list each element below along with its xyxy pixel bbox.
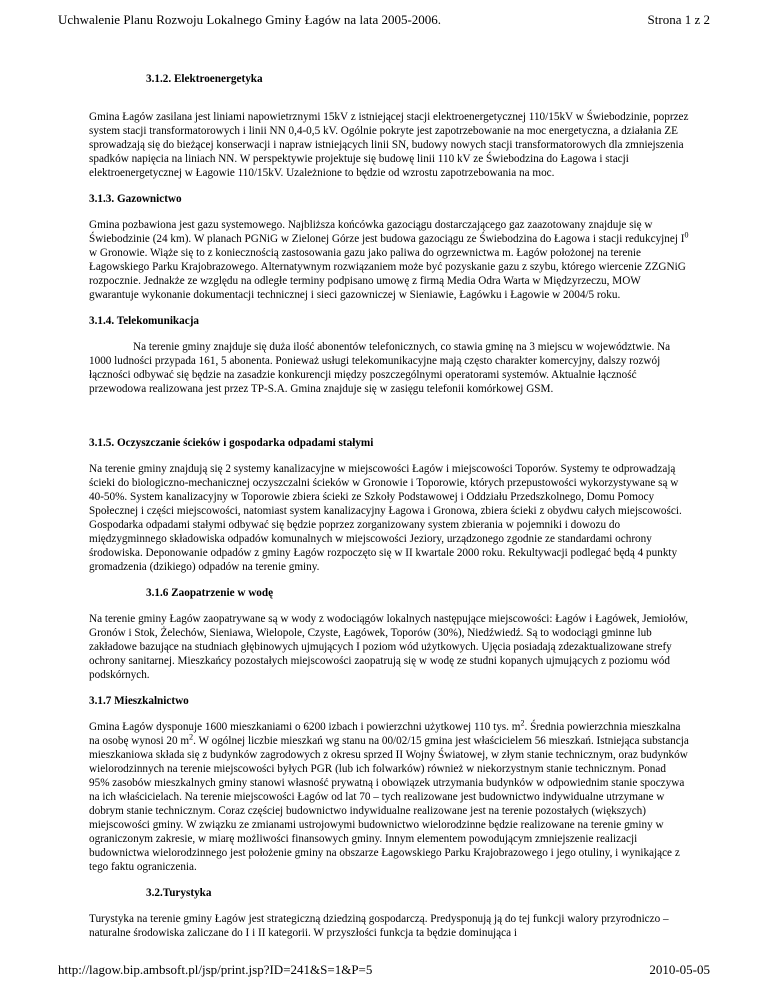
document-body (89, 72, 689, 940)
paragraph-woda: Na terenie gminy Łagów zaopatrywane są w wody z wodociągów lokalnych następujące miejscowości: Łagów i Łagówek, Jemiołów, Gronów i Stok, Żelechów, Sieniawa, Wielopole, Czyste, Łagówek, Toporów (30%), Niedźwiedź. Są to wodociągi gminne lub zakładowe bazujące na studniach głębinowych ujmujących I poziom wód użytkowych. Ujęcia posiadają zdezaktualizowane strefy ochrony sanitarnej. Mieszkańcy pozostałych miejscowości zaopatrują się w wodę ze studni kopanych ujmujących z poziomu wód podskórnych. (89, 613, 688, 681)
page-footer (0, 962, 768, 978)
section-heading-turystyka: 3.2.Turystyka (146, 887, 212, 899)
section-heading-mieszkalnictwo: 3.1.7 Mieszkalnictwo (89, 695, 189, 707)
document-title: Uchwalenie Planu Rozwoju Lokalnego Gminy Łagów na lata 2005-2006. (58, 12, 442, 27)
paragraph-mieszkalnictwo: Gmina Łagów dysponuje 1600 mieszkaniami o 6200 izbach i powierzchni użytkowej 110 tys. $m^2$. Średnia powierzchnia mieszkalna na osobę wynosi 20 $m^2$. W ogólnej liczbie mieszkań wg stanu na 00/02/15 gmina jest właścicielem 56 mieszkań. Istniejąca substancja mieszkaniowa składa się z budynków zagrodowych z okresu sprzed II Wojny Światowej, w złym stanie technicznym, oraz budynków wielorodzinnych na terenie miejscowości byłych PGR (lub ich folwarków) również w niekorzystnym stanie technicznym. Ponad 95% zasobów mieszkalnych gminy stanowi własność prywatną i obowiązek utrzymania budynków w odpowiednim stanie spoczywa na ich właścicielach. Na terenie miejscowości Łagów od lat 70 – tych realizowane jest budownictwo indywidualne utrzymane w dobrym stanie technicznym. Coraz częściej budownictwo indywidualne realizowane jest na terenie pozostałych (większych) miejscowości gminy. W związku ze zmianami ustrojowymi budownictwo wielorodzinne będzie realizowane na terenie gminy w ograniczonym zakresie, w miarę możliwości finansowych gminy. Innym elementem powodującym zmniejszenie realizacji budownictwa wielorodzinnego jest położenie gminy na obszarze Łagowskiego Parku Krajobrazowego i jego otuliny, i wynikające z tego faktu ograniczenia. (89, 718, 689, 873)
section-heading-telekomunikacja: 3.1.4. Telekomunikacja (89, 315, 200, 327)
section-heading-scieki: 3.1.5. Oczyszczanie ścieków i gospodarka odpadami stałymi (89, 437, 374, 449)
section-heading-elektroenergetyka: 3.1.2. Elektroenergetyka (146, 73, 263, 85)
page-number: Strona 1 z 2 (647, 12, 710, 27)
paragraph-turystyka: Turystyka na terenie gminy Łagów jest strategiczną dziedziną gospodarczą. Predysponują ją do tej funkcji walory przyrodniczo – naturalne środowiska zaliczane do I i II kategorii. W przyszłości funkcja ta będzie dominująca i (89, 913, 669, 939)
page-url: http://lagow.bip.ambsoft.pl/jsp/print.jsp?ID=241&S=1&P=5 (58, 962, 373, 977)
paragraph-gazownictwo: Gmina pozbawiona jest gazu systemowego. Najbliższa końcówka gazociągu dostarczającego gaz zaazotowany znajduje się w Świebodzinie (24 km). W planach PGNiG w Zielonej Górze jest budowa gazociągu ze Świebodzina do Łagowa i stacji redukcyjnej $I^0$ w Gronowie. Wiąże się to z koniecznością zastosowania gazu jako paliwa do ogrzewnictwa m. Łagów położonej na terenie Łagowskiego Parku Krajobrazowego. Alternatywnym rozwiązaniem może być pozyskanie gazu z szybu, którego wiercenie ZZGNiG rozpocznie. Jednakże ze względu na odległe terminy podpisano umowę z firmą Media Odra Warta w Międzyrzeczu, MOW gwarantuje wykonanie dokumentacji technicznej i sieci gazowniczej w Sieniawie, Łagówku i Łagowie w 2004/5 roku. (89, 219, 689, 301)
section-heading-gazownictwo: 3.1.3. Gazownictwo (89, 193, 182, 205)
paragraph-elektroenergetyka: Gmina Łagów zasilana jest liniami napowietrznymi 15kV z istniejącej stacji elektroenergetycznej 110/15kV w Świebodzinie, poprzez system stacji transformatorowych i linii NN 0,4-0,5 kV. Ogólnie pokryte jest zapotrzebowanie na moc energetyczna, a działania ZE sprowadzają się do bieżącej konserwacji i napraw istniejących linii SN, budowy nowych stacji transformatorowych dla zmniejszenia spadków napięcia na liniach NN. W perspektywie projektuje się budowę linii 110 kV ze Świebodzina do Łagowa i stacji elektroenergetycznej w Łagowie 110/15kV. Uzależnione to będzie od wzrostu zapotrzebowania na moc. (89, 111, 689, 179)
paragraph-telekomunikacja: Na terenie gminy znajduje się duża ilość abonentów telefonicznych, co stawia gminę na 3 miejscu w województwie. Na 1000 ludności przypada 161, 5 abonenta. Ponieważ usługi telekomunikacyjne mają często charakter komercyjny, dalszy rozwój łączności odbywać się będzie na zasadzie konkurencji między poszczególnymi operatorami systemów. Aktualnie łączność przewodowa realizowana jest przez TP-S.A. Gmina znajduje się w zasięgu telefonii komórkowej GSM. (89, 341, 671, 395)
paragraph-scieki: Na terenie gminy znajdują się 2 systemy kanalizacyjne w miejscowości Łagów i miejscowości Toporów. Systemy te odprowadzają ścieki do biologiczno-mechanicznej oczyszczalni ścieków w Gronowie i Toporowie, których przepustowości wykorzystywane są w 40-50%. System kanalizacyjny w Toporowie zbiera ścieki ze Szkoły Podstawowej i Oddziału Przedszkolnego, Domu Pomocy Społecznej i części miejscowości, natomiast system kanalizacyjny Łagowa i Gronowa, zbiera ścieki z obydwu całych miejscowości. Gospodarka odpadami stałymi odbywać się będzie poprzez zorganizowany system zbierania w pojemniki i dowozu do międzygminnego składowiska odpadów komunalnych w miejscowości Jeziory, urządzonego zgodnie ze standardami ochrony środowiska. Deponowanie odpadów z gminy Łagów rozpoczęto się w II kwartale 2000 roku. Rekultywacji podlegać będą 4 punkty gromadzenia (dzikiego) odpadów na terenie gminy. (89, 463, 682, 573)
section-heading-woda: 3.1.6 Zaopatrzenie w wodę (146, 587, 274, 599)
print-date: 2010-05-05 (649, 962, 710, 977)
page-header (0, 12, 768, 28)
